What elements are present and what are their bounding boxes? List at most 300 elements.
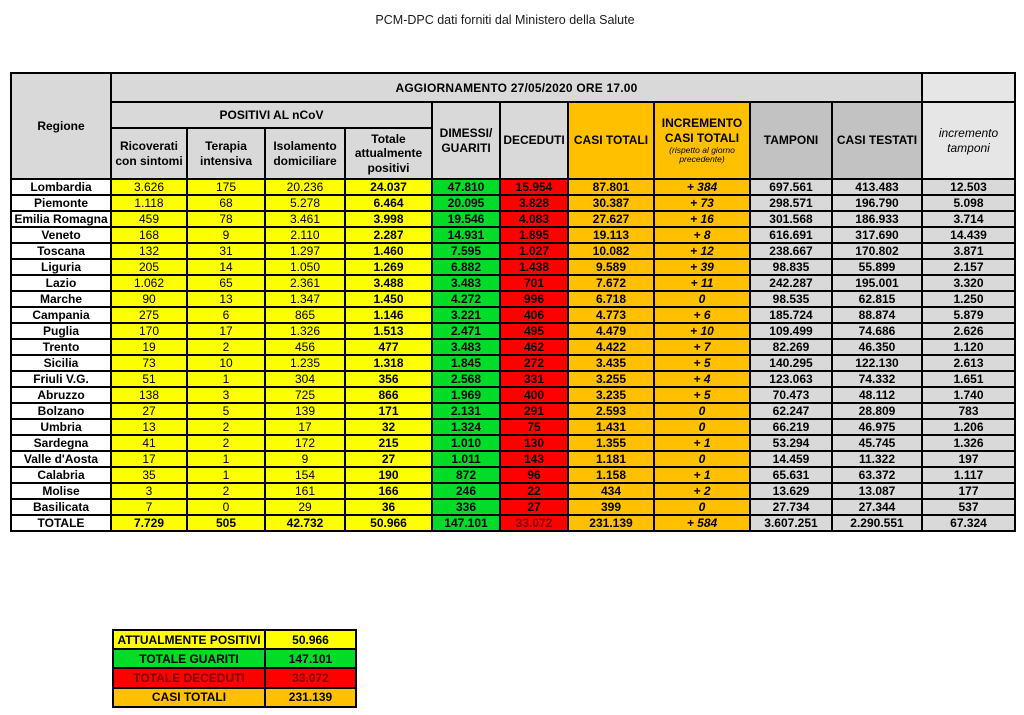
cell-deceduti: 22 [500,483,568,499]
cell-terapia-intensiva: 13 [187,291,265,307]
cell-casi-totali: 3.235 [568,387,654,403]
cell-casi-totali: 10.082 [568,243,654,259]
cell-terapia-intensiva: 1 [187,371,265,387]
cell-deceduti: 27 [500,499,568,515]
cell-casi-testati: 45.745 [832,435,922,451]
cell-totale-positivi: 1.450 [345,291,432,307]
cell-totale-positivi: 1.513 [345,323,432,339]
cell-tamponi: 62.247 [750,403,832,419]
cell-dimessi-guariti: 19.546 [432,211,500,227]
legend-label: ATTUALMENTE POSITIVI [113,630,265,649]
cell-tamponi: 185.724 [750,307,832,323]
cell-incremento-casi: + 73 [654,195,750,211]
cell-incremento-tamponi: 1.117 [922,467,1015,483]
table-row [11,211,1015,227]
cell-region: Calabria [11,467,111,483]
cell-deceduti: 143 [500,451,568,467]
cell-totale-positivi: 1.460 [345,243,432,259]
cell-deceduti: 33.072 [500,515,568,531]
cell-dimessi-guariti: 1.324 [432,419,500,435]
column-header-ricoverati: Ricoverati con sintomi [111,128,187,179]
cell-incremento-tamponi: 1.651 [922,371,1015,387]
cell-tamponi: 14.459 [750,451,832,467]
cell-casi-totali: 231.139 [568,515,654,531]
cell-casi-totali: 30.387 [568,195,654,211]
cell-ricoverati: 3 [111,483,187,499]
update-banner: AGGIORNAMENTO 27/05/2020 ORE 17.00 [111,73,922,102]
cell-deceduti: 1.895 [500,227,568,243]
cell-incremento-tamponi: 2.157 [922,259,1015,275]
cell-isolamento: 865 [265,307,345,323]
cell-totale-positivi: 477 [345,339,432,355]
table-row [11,323,1015,339]
table-row [11,339,1015,355]
cell-incremento-tamponi: 5.098 [922,195,1015,211]
cell-incremento-tamponi: 67.324 [922,515,1015,531]
cell-region: Piemonte [11,195,111,211]
cell-incremento-tamponi: 197 [922,451,1015,467]
cell-totale-positivi: 1.318 [345,355,432,371]
cell-region: Bolzano [11,403,111,419]
cell-incremento-casi: + 16 [654,211,750,227]
cell-terapia-intensiva: 5 [187,403,265,419]
cell-incremento-casi: + 7 [654,339,750,355]
cell-region: Toscana [11,243,111,259]
cell-casi-testati: 196.790 [832,195,922,211]
cell-terapia-intensiva: 3 [187,387,265,403]
column-header-dimessi-guariti: DIMESSI/ GUARITI [432,102,500,179]
cell-ricoverati: 7 [111,499,187,515]
cell-incremento-tamponi: 177 [922,483,1015,499]
cell-totale-positivi: 36 [345,499,432,515]
table-row [11,275,1015,291]
legend-value: 231.139 [265,688,356,707]
incremento-casi-label: INCREMENTO CASI TOTALI [661,116,743,145]
cell-dimessi-guariti: 1.010 [432,435,500,451]
cell-casi-testati: 28.809 [832,403,922,419]
cell-dimessi-guariti: 246 [432,483,500,499]
table-row [11,467,1015,483]
cell-terapia-intensiva: 68 [187,195,265,211]
cell-ricoverati: 51 [111,371,187,387]
cell-ricoverati: 13 [111,419,187,435]
table-row [11,291,1015,307]
cell-dimessi-guariti: 7.595 [432,243,500,259]
cell-totale-positivi: 3.488 [345,275,432,291]
cell-tamponi: 697.561 [750,179,832,195]
cell-ricoverati: 19 [111,339,187,355]
cell-tamponi: 53.294 [750,435,832,451]
cell-casi-totali: 1.431 [568,419,654,435]
cell-tamponi: 70.473 [750,387,832,403]
cell-incremento-tamponi: 3.871 [922,243,1015,259]
cell-casi-testati: 88.874 [832,307,922,323]
cell-incremento-tamponi: 5.879 [922,307,1015,323]
cell-ricoverati: 459 [111,211,187,227]
cell-dimessi-guariti: 3.483 [432,339,500,355]
cell-terapia-intensiva: 6 [187,307,265,323]
cell-totale-positivi: 32 [345,419,432,435]
cell-isolamento: 20.236 [265,179,345,195]
cell-region: Trento [11,339,111,355]
covid-data-table [10,72,1016,532]
column-header-totale-positivi: Totale attualmente positivi [345,128,432,179]
cell-terapia-intensiva: 175 [187,179,265,195]
cell-casi-totali: 4.773 [568,307,654,323]
cell-isolamento: 1.235 [265,355,345,371]
cell-totale-positivi: 166 [345,483,432,499]
cell-isolamento: 725 [265,387,345,403]
cell-incremento-tamponi: 14.439 [922,227,1015,243]
cell-casi-totali: 3.255 [568,371,654,387]
cell-incremento-casi: + 10 [654,323,750,339]
cell-incremento-tamponi: 1.326 [922,435,1015,451]
legend-label: TOTALE GUARITI [113,649,265,668]
cell-incremento-tamponi: 3.320 [922,275,1015,291]
cell-deceduti: 400 [500,387,568,403]
cell-dimessi-guariti: 6.882 [432,259,500,275]
cell-terapia-intensiva: 78 [187,211,265,227]
legend-row [113,668,356,687]
column-header-isolamento: Isolamento domiciliare [265,128,345,179]
cell-dimessi-guariti: 3.483 [432,275,500,291]
legend-row [113,630,356,649]
cell-tamponi: 65.631 [750,467,832,483]
cell-casi-totali: 2.593 [568,403,654,419]
cell-casi-testati: 11.322 [832,451,922,467]
cell-incremento-tamponi: 12.503 [922,179,1015,195]
cell-terapia-intensiva: 2 [187,419,265,435]
cell-isolamento: 304 [265,371,345,387]
cell-terapia-intensiva: 10 [187,355,265,371]
cell-totale-positivi: 27 [345,451,432,467]
legend-row [113,688,356,707]
cell-isolamento: 172 [265,435,345,451]
corner-spacer-cell [922,73,1015,102]
cell-terapia-intensiva: 0 [187,499,265,515]
cell-incremento-tamponi: 1.250 [922,291,1015,307]
cell-casi-totali: 7.672 [568,275,654,291]
table-row [11,259,1015,275]
cell-isolamento: 2.361 [265,275,345,291]
cell-region: Marche [11,291,111,307]
cell-totale-positivi: 866 [345,387,432,403]
cell-ricoverati: 3.626 [111,179,187,195]
cell-incremento-casi: + 584 [654,515,750,531]
cell-casi-testati: 27.344 [832,499,922,515]
cell-incremento-tamponi: 2.613 [922,355,1015,371]
cell-tamponi: 109.499 [750,323,832,339]
cell-dimessi-guariti: 2.131 [432,403,500,419]
cell-terapia-intensiva: 505 [187,515,265,531]
table-row [11,435,1015,451]
cell-incremento-casi: + 5 [654,355,750,371]
cell-isolamento: 456 [265,339,345,355]
cell-casi-testati: 63.372 [832,467,922,483]
cell-incremento-casi: 0 [654,499,750,515]
cell-ricoverati: 35 [111,467,187,483]
cell-casi-testati: 317.690 [832,227,922,243]
cell-isolamento: 2.110 [265,227,345,243]
cell-incremento-casi: 0 [654,291,750,307]
cell-ricoverati: 1.118 [111,195,187,211]
table-row [11,227,1015,243]
cell-deceduti: 75 [500,419,568,435]
cell-casi-totali: 6.718 [568,291,654,307]
cell-incremento-tamponi: 1.206 [922,419,1015,435]
cell-casi-testati: 170.802 [832,243,922,259]
cell-tamponi: 123.063 [750,371,832,387]
cell-deceduti: 406 [500,307,568,323]
legend-value: 147.101 [265,649,356,668]
cell-deceduti: 272 [500,355,568,371]
cell-deceduti: 4.083 [500,211,568,227]
table-row [11,179,1015,195]
cell-tamponi: 66.219 [750,419,832,435]
cell-deceduti: 701 [500,275,568,291]
cell-incremento-tamponi: 2.626 [922,323,1015,339]
cell-totale-positivi: 190 [345,467,432,483]
cell-tamponi: 298.571 [750,195,832,211]
cell-ricoverati: 90 [111,291,187,307]
cell-deceduti: 462 [500,339,568,355]
cell-casi-testati: 74.686 [832,323,922,339]
cell-tamponi: 238.667 [750,243,832,259]
cell-ricoverati: 275 [111,307,187,323]
cell-isolamento: 139 [265,403,345,419]
table-row [11,419,1015,435]
cell-incremento-casi: 0 [654,403,750,419]
cell-terapia-intensiva: 65 [187,275,265,291]
cell-incremento-casi: + 8 [654,227,750,243]
cell-isolamento: 154 [265,467,345,483]
column-header-casi-testati: CASI TESTATI [832,102,922,179]
cell-ricoverati: 170 [111,323,187,339]
cell-casi-testati: 2.290.551 [832,515,922,531]
cell-casi-testati: 48.112 [832,387,922,403]
cell-region: Lombardia [11,179,111,195]
cell-tamponi: 616.691 [750,227,832,243]
cell-incremento-tamponi: 537 [922,499,1015,515]
cell-region: Sardegna [11,435,111,451]
cell-dimessi-guariti: 2.471 [432,323,500,339]
cell-terapia-intensiva: 2 [187,483,265,499]
cell-deceduti: 495 [500,323,568,339]
legend-value: 50.966 [265,630,356,649]
table-row [11,195,1015,211]
cell-casi-totali: 87.801 [568,179,654,195]
cell-deceduti: 331 [500,371,568,387]
cell-region: Puglia [11,323,111,339]
cell-ricoverati: 17 [111,451,187,467]
cell-totale-positivi: 2.287 [345,227,432,243]
cell-region: Emilia Romagna [11,211,111,227]
cell-isolamento: 29 [265,499,345,515]
cell-totale-positivi: 356 [345,371,432,387]
cell-incremento-casi: + 12 [654,243,750,259]
cell-ricoverati: 138 [111,387,187,403]
cell-tamponi: 27.734 [750,499,832,515]
cell-region: Campania [11,307,111,323]
cell-deceduti: 1.027 [500,243,568,259]
cell-incremento-casi: + 4 [654,371,750,387]
cell-totale-positivi: 215 [345,435,432,451]
table-row [11,403,1015,419]
cell-isolamento: 1.297 [265,243,345,259]
cell-incremento-casi: + 384 [654,179,750,195]
cell-dimessi-guariti: 2.568 [432,371,500,387]
cell-region: Friuli V.G. [11,371,111,387]
cell-casi-testati: 122.130 [832,355,922,371]
cell-incremento-casi: + 11 [654,275,750,291]
cell-casi-testati: 46.350 [832,339,922,355]
cell-isolamento: 3.461 [265,211,345,227]
cell-ricoverati: 1.062 [111,275,187,291]
table-row [11,307,1015,323]
column-header-regione: Regione [11,73,111,179]
cell-dimessi-guariti: 147.101 [432,515,500,531]
cell-casi-testati: 62.815 [832,291,922,307]
cell-ricoverati: 205 [111,259,187,275]
cell-ricoverati: 73 [111,355,187,371]
cell-region: Basilicata [11,499,111,515]
cell-terapia-intensiva: 2 [187,339,265,355]
cell-isolamento: 1.050 [265,259,345,275]
cell-casi-testati: 195.001 [832,275,922,291]
column-header-deceduti: DECEDUTI [500,102,568,179]
cell-dimessi-guariti: 14.931 [432,227,500,243]
cell-totale-positivi: 1.146 [345,307,432,323]
cell-dimessi-guariti: 1.845 [432,355,500,371]
cell-region: TOTALE [11,515,111,531]
page-title: PCM-DPC dati forniti dal Ministero della Salute [375,13,635,27]
cell-dimessi-guariti: 47.810 [432,179,500,195]
cell-casi-totali: 434 [568,483,654,499]
column-header-casi-totali: CASI TOTALI [568,102,654,179]
cell-incremento-tamponi: 1.120 [922,339,1015,355]
cell-deceduti: 1.438 [500,259,568,275]
column-header-incremento-tamponi: incremento tamponi [922,102,1015,179]
cell-incremento-casi: 0 [654,419,750,435]
cell-deceduti: 996 [500,291,568,307]
cell-deceduti: 96 [500,467,568,483]
cell-isolamento: 161 [265,483,345,499]
cell-dimessi-guariti: 1.011 [432,451,500,467]
legend-label: CASI TOTALI [113,688,265,707]
cell-incremento-casi: + 1 [654,435,750,451]
cell-ricoverati: 27 [111,403,187,419]
legend-label: TOTALE DECEDUTI [113,668,265,687]
cell-tamponi: 242.287 [750,275,832,291]
cell-casi-totali: 1.158 [568,467,654,483]
table-row [11,499,1015,515]
cell-terapia-intensiva: 9 [187,227,265,243]
cell-tamponi: 98.835 [750,259,832,275]
cell-isolamento: 42.732 [265,515,345,531]
cell-casi-testati: 186.933 [832,211,922,227]
cell-casi-totali: 1.181 [568,451,654,467]
cell-region: Valle d'Aosta [11,451,111,467]
cell-dimessi-guariti: 4.272 [432,291,500,307]
cell-terapia-intensiva: 1 [187,451,265,467]
cell-dimessi-guariti: 336 [432,499,500,515]
cell-isolamento: 9 [265,451,345,467]
cell-region: Liguria [11,259,111,275]
cell-incremento-casi: + 1 [654,467,750,483]
table-row [11,371,1015,387]
cell-terapia-intensiva: 1 [187,467,265,483]
cell-incremento-casi: + 2 [654,483,750,499]
cell-terapia-intensiva: 17 [187,323,265,339]
column-header-tamponi: TAMPONI [750,102,832,179]
cell-casi-totali: 1.355 [568,435,654,451]
cell-casi-totali: 3.435 [568,355,654,371]
cell-region: Lazio [11,275,111,291]
cell-tamponi: 13.629 [750,483,832,499]
table-row-totale [11,515,1015,531]
cell-region: Abruzzo [11,387,111,403]
column-header-incremento-casi [654,102,750,179]
cell-totale-positivi: 171 [345,403,432,419]
cell-tamponi: 82.269 [750,339,832,355]
cell-incremento-casi: + 39 [654,259,750,275]
cell-region: Veneto [11,227,111,243]
cell-ricoverati: 168 [111,227,187,243]
cell-region: Sicilia [11,355,111,371]
cell-casi-testati: 13.087 [832,483,922,499]
cell-casi-totali: 4.422 [568,339,654,355]
cell-ricoverati: 132 [111,243,187,259]
table-row [11,355,1015,371]
cell-isolamento: 1.347 [265,291,345,307]
cell-tamponi: 140.295 [750,355,832,371]
cell-casi-totali: 19.113 [568,227,654,243]
cell-isolamento: 17 [265,419,345,435]
cell-incremento-casi: + 6 [654,307,750,323]
cell-totale-positivi: 3.998 [345,211,432,227]
cell-totale-positivi: 6.464 [345,195,432,211]
column-header-terapia-intensiva: Terapia intensiva [187,128,265,179]
legend-row [113,649,356,668]
cell-isolamento: 5.278 [265,195,345,211]
cell-casi-testati: 74.332 [832,371,922,387]
cell-dimessi-guariti: 872 [432,467,500,483]
cell-casi-testati: 46.975 [832,419,922,435]
table-row [11,387,1015,403]
cell-ricoverati: 7.729 [111,515,187,531]
legend-table [112,629,357,708]
cell-casi-testati: 413.483 [832,179,922,195]
cell-dimessi-guariti: 20.095 [432,195,500,211]
cell-casi-totali: 9.589 [568,259,654,275]
cell-incremento-casi: 0 [654,451,750,467]
cell-totale-positivi: 50.966 [345,515,432,531]
cell-deceduti: 3.828 [500,195,568,211]
cell-terapia-intensiva: 31 [187,243,265,259]
cell-incremento-casi: + 5 [654,387,750,403]
cell-isolamento: 1.326 [265,323,345,339]
table-row [11,451,1015,467]
cell-ricoverati: 41 [111,435,187,451]
cell-casi-testati: 55.899 [832,259,922,275]
cell-dimessi-guariti: 3.221 [432,307,500,323]
incremento-casi-note: (rispetto al giorno precedente) [669,145,735,165]
cell-deceduti: 291 [500,403,568,419]
legend-value: 33.072 [265,668,356,687]
table-row [11,483,1015,499]
cell-incremento-tamponi: 783 [922,403,1015,419]
cell-incremento-tamponi: 1.740 [922,387,1015,403]
